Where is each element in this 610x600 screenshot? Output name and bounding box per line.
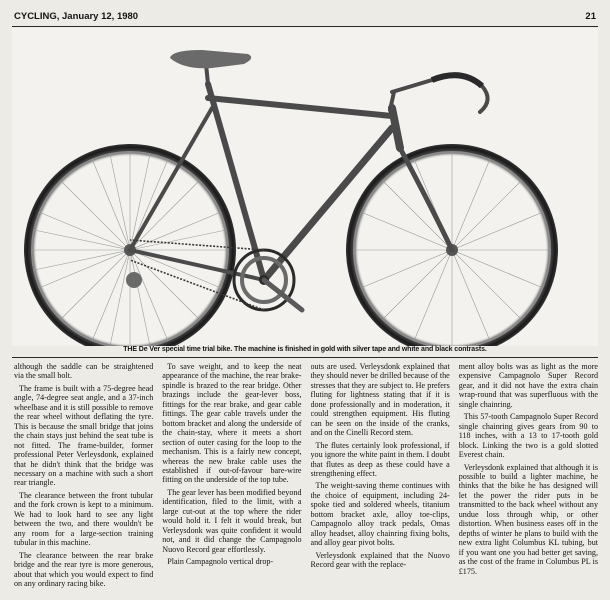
paragraph: To save weight, and to keep the neat appearance of the machine, the rear brake-spindle is brazed to the rear bridge. Other brazings include the gear-lever boss, fittings for the rear brake, and gear cable fittings. The gear cable travels under the bottom bracket and along the underside of the chain-stay, where it meets a short section of outer casing for the loop to the mechanism. This is a fairly new concept, whereas the new brake cable uses the established if out-of-favour bare-wire fitting on the underside of the top tube. — [162, 362, 302, 485]
paragraph: This 57-tooth Campagnolo Super Record single chainring gives gears from 90 to 118 inches, with a 13 to 17-tooth gold block. Linking the two is a gold slotted Everest chain. — [458, 412, 598, 460]
paragraph: outs are used. Verleysdonk explained that they should never be drilled because of the stresses that they are subject to. He prefers fluting for lightness stating that if it is done professionally and in moderation, it could strengthen equipment. His fluting can be seen on the inside of the cranks, and on the Cinelli Record stem. — [310, 362, 450, 438]
paragraph: although the saddle can be straightened via the small bolt. — [14, 362, 154, 381]
paragraph: ment alloy bolts was as light as the more expensive Campagnolo Super Record gear, and it did not have the extra chain wrap-round that was superfluous with the single chainring. — [458, 362, 598, 409]
paragraph: The clearance between the front tubular and the fork crown is kept to a minimum. We had to look hard to see any light between the two, and there wouldn't be any room for a large-section training tubular in this machine. — [14, 490, 154, 548]
page-header — [14, 8, 596, 24]
article-column-2 — [162, 362, 301, 594]
article-column-3 — [311, 362, 450, 594]
header-rule — [12, 26, 598, 27]
paragraph: The flutes certainly look professional, if you ignore the white paint in them. I doubt that flutes as deep as these could have a strengthening effect. — [310, 440, 450, 478]
caption-rule — [12, 357, 598, 358]
handlebar-tape — [432, 75, 482, 86]
article-column-1 — [14, 362, 153, 594]
page-number: 21 — [585, 10, 596, 22]
paragraph: The clearance between the rear brake bridge and the rear tyre is more generous, about that which you would expect to find on any ordinary racing bike. — [14, 550, 154, 588]
rear-derailleur — [126, 272, 142, 288]
saddle — [170, 50, 251, 68]
paragraph: The gear lever has been modified beyond identification, filed to the limit, with a large cut-out at the top where the rider would hold it. I felt it would break, but Verleysdonk was quite confident it would not, and it did change the Campagnolo Nuovo Record gear effortlessly. — [162, 487, 302, 554]
paragraph: Verleysdonk explained that the Nuovo Record gear with the replace- — [310, 550, 450, 570]
chainring — [234, 250, 302, 310]
paragraph: Verleysdonk explained that although it is possible to build a lighter machine, he thinks that the bike he has designed will let the power the rider puts in be transmitted to the back wheel without any undue loss through whip, or other distortion. When business eases off in the depths of winter he plans to build with the new extra light Columbus KL tubing, but if you want one you had better get saving, as the cost of the frame in Columbus PL is £175. — [458, 462, 598, 576]
bicycle-photo — [12, 28, 598, 346]
paragraph: The frame is built with a 75-degree head angle, 74-degree seat angle, and a 37-inch wheelbase and it is still possible to remove the rear wheel without deflating the tyre. This is because the small bridge that joins the chain stays just behind the seat tube is not fitted. The frame-builder, former professional Peter Verleysdonk, explained that he didn't think that the bridge was necessary on a machine with such a short rear triangle. — [14, 383, 154, 488]
paragraph: Plain Campagnolo vertical drop- — [167, 557, 274, 567]
article-body — [14, 362, 598, 594]
article-column-4 — [459, 362, 598, 594]
photo-caption: THE De Ver special time trial bike. The machine is finished in gold with silver tape and white and black contrasts. — [123, 346, 487, 353]
publication-date: CYCLING, January 12, 1980 — [14, 10, 139, 22]
paragraph: The weight-saving theme continues with the choice of equipment, including 24-spoke tied and soldered wheels, titanium bottom bracket axle, alloy toe-clips, Campagnolo alloy track pedals, Omas alloy headset, alloy chainring fixing bolts, and alloy gear pivot bolts. — [310, 481, 450, 548]
